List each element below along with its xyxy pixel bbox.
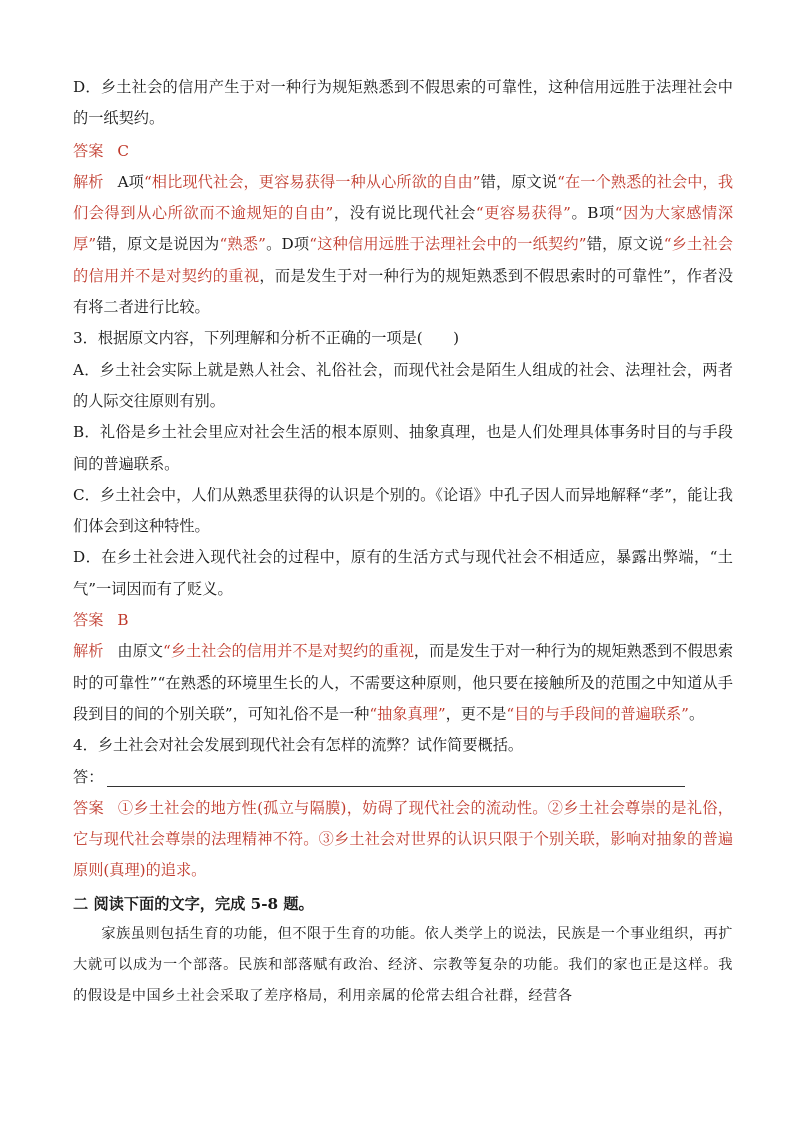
quoted-text: “乡土社会的信用并不是对契约的重视 [163,642,414,661]
q2-analysis [73,167,733,323]
q3-option-b: B．礼俗是乡土社会里应对社会生活的根本原则、抽象真理，也是人们处理具体事务时目的与手段间的普遍联系。 [73,423,733,473]
answer-value: C [117,141,129,160]
document-page [73,72,733,1013]
q3-option-d: D．在乡土社会进入现代社会的过程中，原有的生活方式与现代社会不相适应，暴露出弊端，“土气”一词因而有了贬义。 [73,548,733,598]
q3-option-a: A．乡土社会实际上就是熟人社会、礼俗社会，而现代社会是陌生人组成的社会、法理社会，两者的人际交往原则有别。 [73,360,733,410]
q2-option-d: D．乡土社会的信用产生于对一种行为规矩熟悉到不假思索的可靠性，这种信用远胜于法理社会中的一纸契约。 [73,78,733,128]
answer-label: 答案 [73,798,104,817]
analysis-run: ，而是发生于对一种行为的规矩熟悉到不假思索时的可靠性”“在熟悉的环境里生长的人，不需要这种原则，他只要在接触所及的范围之中知道从手段到目的间的个别关联”，可知礼俗不是一种 [73,642,734,723]
q2-answer [73,136,733,167]
quoted-text: “在一个熟悉的社会中，我们会得到从心所欲而不逾规矩的自由” [73,172,734,223]
analysis-run: 。B项 [570,204,615,223]
q4-stem: 4．乡土社会对社会发展到现代社会有怎样的流弊？试作简要概括。 [73,736,524,755]
answer-label: 答案 [73,611,104,630]
analysis-run: 错，原文说 [586,235,664,254]
analysis-run: 。 [688,704,705,723]
answer-text: ①乡土社会的地方性(孤立与隔膜)，妨碍了现代社会的流动性。②乡土社会尊崇的是礼俗，它与现代社会尊崇的法理精神不符。③乡土社会对世界的认识只限于个别关联，影响对抽象的普遍原则(真理)的追求。 [73,798,733,880]
blank-label: 答： [73,767,104,786]
reading-passage: 家族虽则包括生育的功能，但不限于生育的功能。依人类学上的说法，民族是一个事业组织，再扩大就可以成为一个部落。民族和部落赋有政治、经济、宗教等复杂的功能。我们的家也正是这样。我的假设是中国乡土社会采取了差序格局，利用亲属的伦常去组合社群，经营各 [73,925,733,1005]
quoted-text: “熟悉” [219,235,266,254]
analysis-run: ，没有说比现代社会 [333,204,476,223]
analysis-run: 错，原文说 [480,172,558,191]
quoted-text: “目的与手段间的普遍联系” [506,704,689,723]
analysis-label: 解析 [73,172,104,191]
quoted-text: “这种信用远胜于法理社会中的一纸契约” [309,235,587,254]
analysis-run: A项 [117,172,144,191]
quoted-text: “乡土社会的信用并不是对契约的重视 [73,235,733,285]
q3-stem: 3．根据原文内容，下列理解和分析不正确的一项是( ) [73,329,460,348]
analysis-run: ，而是发生于对一种行为的规矩熟悉到不假思索时的可靠性”，作者没有将二者进行比较。 [73,266,734,317]
analysis-run: 错，原文是说因为 [96,235,220,254]
q4-answer [73,793,733,887]
answer-value: B [117,611,129,630]
q3-option-c: C．乡土社会中，人们从熟悉里获得的认识是个别的。《论语》中孔子因人而异地解释“孝”，能让我们体会到这种特性。 [73,485,733,536]
analysis-label: 解析 [73,642,104,661]
answer-label: 答案 [73,141,104,160]
q4-answer-blank [73,762,733,793]
q3-analysis [73,636,733,730]
quoted-text: “因为大家感情深厚” [73,204,734,254]
analysis-run: 由原文 [117,642,163,661]
analysis-text [73,642,733,723]
analysis-text [73,173,733,316]
q3-answer [73,605,733,636]
quoted-text: “更容易获得” [475,204,571,223]
section-heading: 二 阅读下面的文字，完成 5-8 题。 [73,894,314,913]
quoted-text: “抽象真理” [369,704,446,723]
quoted-text: “相比现代社会，更容易获得一种从心所欲的自由” [143,172,481,191]
analysis-run: ，更不是 [445,704,507,723]
analysis-run: 。D项 [265,235,310,254]
answer-blank-line [107,768,685,787]
